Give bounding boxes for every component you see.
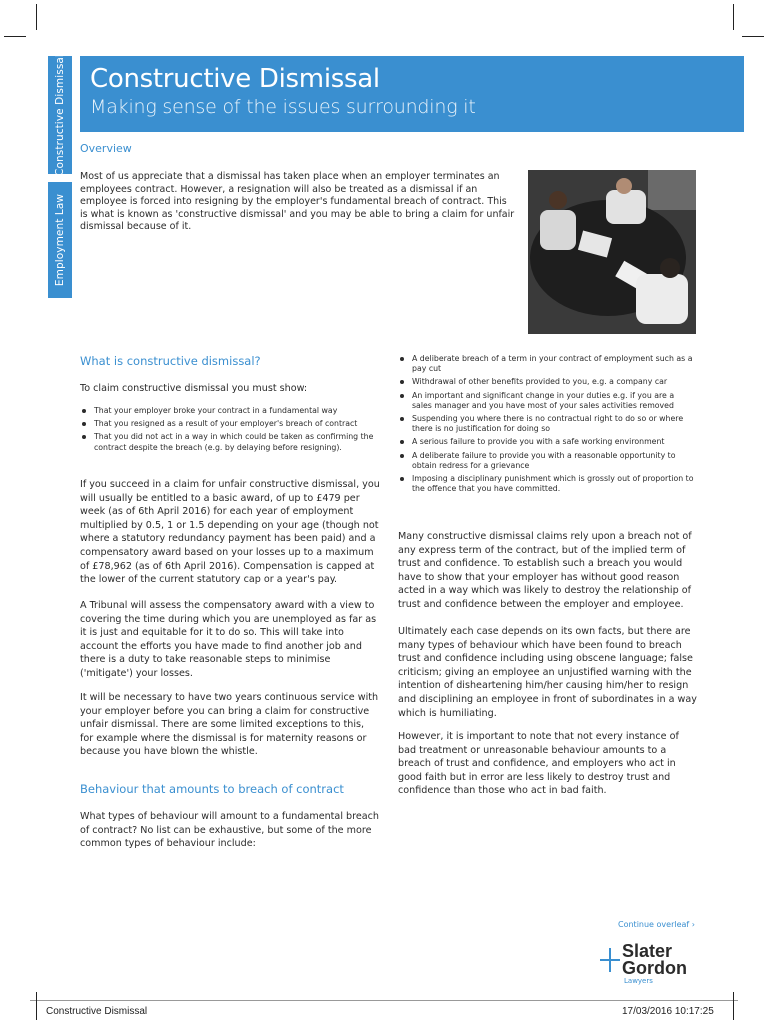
- footer-title: Constructive Dismissal: [46, 1006, 148, 1017]
- crop-mark: [742, 36, 764, 37]
- behaviour-bullet-list: [398, 354, 694, 497]
- behaviour-intro: What types of behaviour will amount to a fundamental breach of contract? No list can be exhaustive, but some of the more common types of behaviour include:: [80, 811, 379, 850]
- list-item: Suspending you where there is no contractual right to do so or where there is no justification for doing so: [398, 414, 694, 434]
- list-item: Imposing a disciplinary punishment which is grossly out of proportion to the offence that you have committed.: [398, 474, 694, 494]
- side-tab-employment-law: [48, 182, 72, 298]
- show-intro: To claim constructive dismissal you must show:: [80, 383, 308, 394]
- list-item: A serious failure to provide you with a safe working environment: [398, 437, 694, 447]
- footer-timestamp: 17/03/2016 10:17:25: [622, 1006, 714, 1017]
- section-heading-behaviour: Behaviour that amounts to breach of contract: [80, 782, 344, 796]
- list-item: A deliberate breach of a term in your contract of employment such as a pay cut: [398, 354, 694, 374]
- list-item: Withdrawal of other benefits provided to you, e.g. a company car: [398, 377, 694, 387]
- crop-mark: [4, 36, 26, 37]
- page-subtitle: Making sense of the issues surrounding it: [90, 96, 476, 118]
- title-banner: [80, 56, 744, 132]
- list-item: That you did not act in a way in which could be taken as confirming the contract despite the breach (e.g. by delaying before resigning).: [80, 432, 380, 452]
- plus-icon: [600, 948, 622, 972]
- continue-overleaf: Continue overleaf ›: [618, 920, 695, 929]
- tribunal-paragraph: A Tribunal will assess the compensatory award with a view to covering the time during which you are unemployed as far as it is just and equitable for it to do so. This will take into account the efforts you have made to find another job and there is a duty to take reasonable steps to minimise ('mitigate') your losses.: [80, 600, 377, 679]
- good-faith-paragraph: However, it is important to note that not every instance of bad treatment or unreasonable behaviour amounts to a breach of trust and confidence, and employers who act in good faith but in error are less likely to destroy trust and confidence than those who act in bad faith.: [398, 731, 679, 797]
- list-item: An important and significant change in your duties e.g. if you are a sales manager and you have most of your sales activities removed: [398, 391, 694, 411]
- meeting-illustration: [528, 170, 696, 334]
- crop-mark: [733, 4, 734, 30]
- side-tab-label: Employment Law: [54, 193, 66, 287]
- show-bullet-list: [80, 406, 380, 456]
- side-tab-constructive-dismissal: [48, 56, 72, 174]
- implied-term-paragraph: Many constructive dismissal claims rely upon a breach not of any express term of the contract, but of the implied term of trust and confidence. To establish such a breach you would have to show that your employer has without good reason acted in a way which was likely to destroy the relationship of trust and confidence between the employer and employee.: [398, 531, 692, 610]
- facts-paragraph: Ultimately each case depends on its own facts, but there are many types of behaviour which have been found to breach trust and confidence including using obscene language; false criticism; giving an employee an unjustified warning with the intention of disheartening him/her causing him/her to resign and disciplining an employee in front of subordinates in a way which is humiliating.: [398, 626, 697, 719]
- side-tab-label: Constructive Dismissal: [54, 54, 66, 176]
- footer-divider: [30, 1000, 738, 1001]
- section-heading-what-is: What is constructive dismissal?: [80, 354, 261, 368]
- list-item: That your employer broke your contract in a fundamental way: [80, 406, 380, 416]
- logo-name-line1: Slater: [622, 941, 673, 961]
- crop-mark: [733, 992, 734, 1020]
- list-item: That you resigned as a result of your employer's breach of contract: [80, 419, 380, 429]
- meeting-photo: [528, 170, 696, 334]
- logo-name-line2: Gordon: [622, 958, 687, 978]
- service-paragraph: It will be necessary to have two years continuous service with your employer before you can bring a claim for constructive unfair dismissal. There are some limited exceptions to this, for example where the dismissal is for maternity reasons or because you have blown the whistle.: [80, 692, 379, 758]
- crop-mark: [36, 4, 37, 30]
- page-title: Constructive Dismissal: [90, 64, 380, 94]
- overview-heading: Overview: [80, 142, 132, 155]
- overview-text: Most of us appreciate that a dismissal has taken place when an employer terminates an employees contract. However, a resignation will also be treated as a dismissal if an employee is forced into resigning by the employer's fundamental breach of contract. This is what is known as 'constructive dismissal' and you may be able to bring a claim for unfair dismissal because of it.: [80, 171, 515, 233]
- list-item: A deliberate failure to provide you with a reasonable opportunity to obtain redress for a grievance: [398, 451, 694, 471]
- crop-mark: [36, 992, 37, 1020]
- logo-tagline: Lawyers: [624, 977, 653, 985]
- slater-gordon-logo: [600, 942, 710, 988]
- award-paragraph: If you succeed in a claim for unfair constructive dismissal, you will usually be entitled to a basic award, of up to £479 per week (as of 6th April 2016) for each year of employment multiplied by 0.5, 1 or 1.5 depending on your age (though not where a statutory redundancy payment has been paid) and a compensatory award based on your losses up to a maximum of £78,962 (as of 6th April 2016). Compensation is capped at the lower of the current statutory cap or a year's pay.: [80, 479, 380, 586]
